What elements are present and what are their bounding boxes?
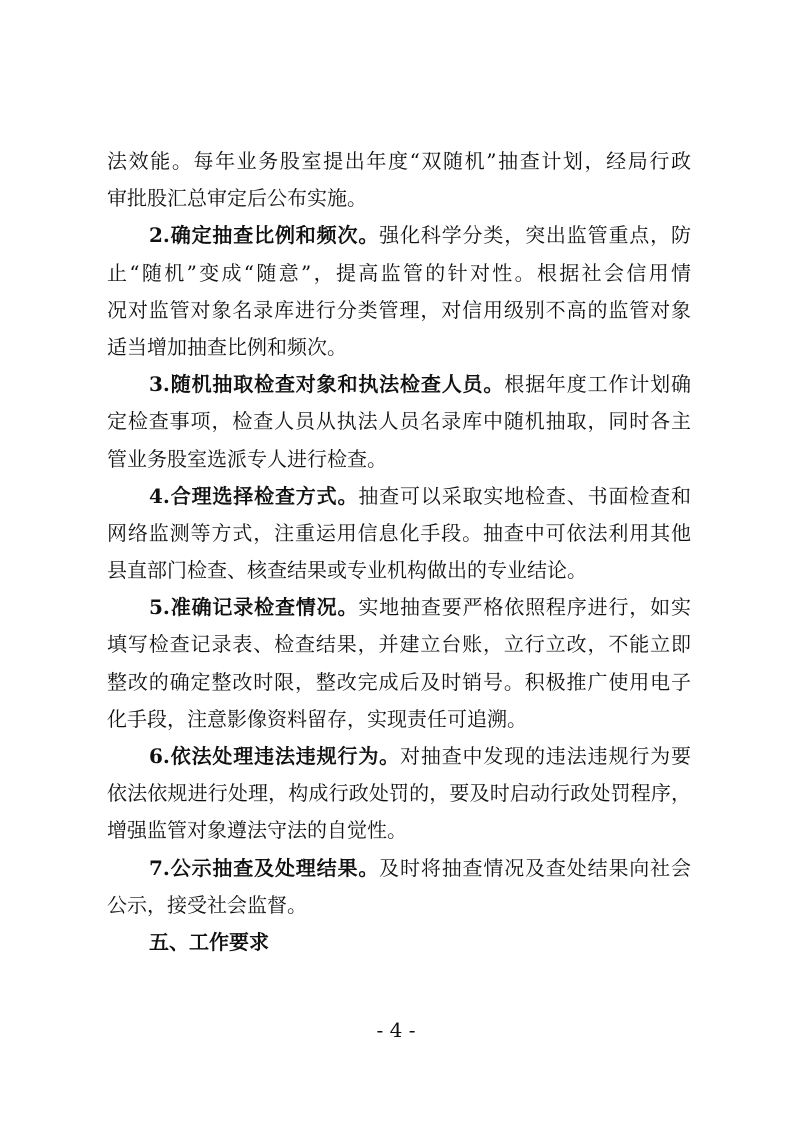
paragraph-5 (107, 589, 691, 738)
paragraph-2 (107, 217, 691, 366)
paragraph-1 (107, 143, 691, 217)
paragraph-3 (107, 366, 691, 478)
paragraph-line: 填写检查记录表、检查结果，并建立台账，立行立改，不能立即 (107, 632, 691, 657)
paragraph-4 (107, 478, 691, 590)
paragraph-line (107, 366, 691, 403)
paragraph-line: 定检查事项，检查人员从执法人员名录库中随机抽取，同时各主 (107, 409, 691, 434)
paragraph-line: 网络监测等方式，注重运用信息化手段。抽查中可依法利用其他 (107, 520, 691, 545)
paragraph-text: 抽查可以采取实地检查、书面检查和 (358, 483, 691, 508)
paragraph-6 (107, 738, 691, 850)
paragraph-text: 强化科学分类，突出监管重点，防 (379, 223, 691, 248)
paragraph-line: 依法依规进行处理，构成行政处罚的，要及时启动行政处罚程序， (107, 781, 691, 806)
paragraph-line: 适当增加抽查比例和频次。 (107, 334, 347, 359)
paragraph-text: 根据年度工作计划确 (504, 372, 691, 397)
paragraph-line (107, 850, 691, 887)
document-body (107, 143, 691, 961)
paragraph-line: 增强监管对象遵法守法的自觉性。 (107, 818, 407, 843)
paragraph-line: 管业务股室选派专人进行检查。 (107, 446, 387, 471)
paragraph-text: 及时将抽查情况及查处结果向社会 (379, 855, 691, 880)
section-heading: 五、工作要求 (149, 929, 269, 954)
paragraph-line (107, 478, 691, 515)
paragraph-line (107, 217, 691, 254)
paragraph-lead: 5.准确记录检查情况。 (149, 595, 359, 620)
paragraph-line: 法效能。每年业务股室提出年度“双随机”抽查计划，经局行政 (107, 149, 691, 173)
paragraph-text: 实地抽查要严格依照程序进行，如实 (358, 595, 691, 620)
paragraph-line: 审批股汇总审定后公布实施。 (107, 186, 367, 211)
paragraph-lead: 3.随机抽取检查对象和执法检查人员。 (149, 372, 505, 397)
paragraph-lead: 7.公示抽查及处理结果。 (149, 855, 380, 880)
paragraph-line (107, 589, 691, 626)
paragraph-line: 化手段，注意影像资料留存，实现责任可追溯。 (107, 706, 527, 731)
paragraph-lead: 6.依法处理违法违规行为。 (149, 744, 401, 768)
paragraph-line: 整改的确定整改时限，整改完成后及时销号。积极推广使用电子 (107, 669, 691, 694)
paragraph-lead: 4.合理选择检查方式。 (149, 483, 359, 508)
paragraph-line: 公示，接受社会监督。 (107, 892, 307, 917)
paragraph-text: 对抽查中发现的违法违规行为要 (400, 744, 691, 768)
paragraph-line: 况对监管对象名录库进行分类管理，对信用级别不高的监管对象 (107, 297, 691, 322)
paragraph-7 (107, 850, 691, 924)
paragraph-line: 止“随机”变成“随意”，提高监管的针对性。根据社会信用情 (107, 260, 691, 285)
paragraph-line: 县直部门检查、核查结果或专业机构做出的专业结论。 (107, 558, 587, 583)
paragraph-line (107, 738, 691, 775)
paragraph-lead: 2.确定抽查比例和频次。 (149, 223, 380, 248)
page-number: - 4 - (376, 1018, 416, 1042)
